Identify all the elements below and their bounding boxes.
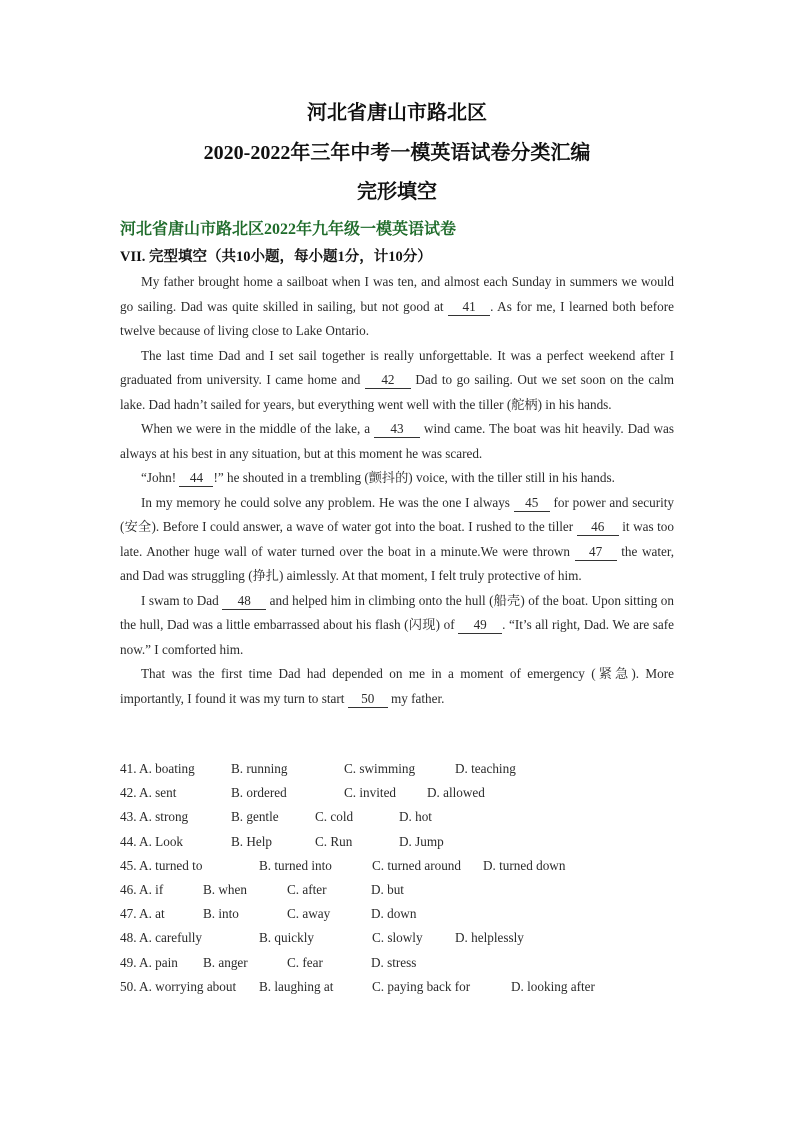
passage-paragraph xyxy=(120,344,674,418)
passage-text: I swam to Dad xyxy=(141,592,223,608)
option-c: C. away xyxy=(287,906,331,922)
answer-blank: 42 xyxy=(365,372,411,389)
option-d: D. Jump xyxy=(399,833,444,849)
option-c: C. swimming xyxy=(344,761,416,776)
passage-text: . As for me, I learned both before twelve because of living close to Lake Ontario. xyxy=(120,298,674,338)
option-b: B. gentle xyxy=(231,809,279,825)
option-row-45 xyxy=(120,854,680,878)
page-title-exam: 2020-2022年三年中考一模英语试卷分类汇编 xyxy=(203,142,591,164)
cloze-passage xyxy=(120,270,674,711)
option-a: 48. A. carefully xyxy=(120,930,203,946)
option-d: D. teaching xyxy=(455,761,516,776)
option-d: D. down xyxy=(371,906,417,922)
option-row-49 xyxy=(120,951,680,975)
page-title-region: 河北省唐山市路北区 xyxy=(307,102,487,124)
passage-paragraph xyxy=(120,491,674,589)
answer-blank: 46 xyxy=(577,519,619,536)
option-b: B. anger xyxy=(203,954,248,970)
option-a: 50. A. worrying about xyxy=(120,978,237,994)
option-c: C. fear xyxy=(287,954,323,970)
passage-paragraph xyxy=(120,662,674,711)
passage-text: for power and security (安全). Before I could answer, a wave of water got into the boat. I rushed to the tiller xyxy=(120,494,675,534)
passage-text: “John! xyxy=(141,470,180,485)
option-row-41 xyxy=(120,757,680,781)
option-a: 46. A. if xyxy=(120,881,164,897)
answer-blank: 48 xyxy=(222,593,266,610)
option-d: D. hot xyxy=(399,809,432,825)
answer-blank: 45 xyxy=(514,495,550,512)
passage-text: Dad to go sailing. Out we set soon on the calm lake. Dad hadn’t sailed for years, but everything went well with the tiller (舵柄) in his hands. xyxy=(120,372,674,412)
option-c: C. cold xyxy=(315,809,354,825)
option-a: 47. A. at xyxy=(120,906,165,922)
option-d: D. helplessly xyxy=(455,930,524,946)
passage-text: When we were in the middle of the lake, a xyxy=(141,421,374,436)
option-b: B. when xyxy=(203,881,247,897)
passage-paragraph xyxy=(120,270,674,344)
answer-blank: 44 xyxy=(179,470,213,487)
option-c: C. turned around xyxy=(372,857,461,873)
option-row-42 xyxy=(120,781,680,805)
option-b: B. ordered xyxy=(231,785,287,801)
option-row-43 xyxy=(120,805,680,829)
option-d: D. turned down xyxy=(483,857,566,873)
option-b: B. quickly xyxy=(259,930,314,946)
passage-text: !” he shouted in a trembling (颤抖的) voice, with the tiller still in his hands. xyxy=(213,470,615,485)
option-row-47 xyxy=(120,902,680,926)
option-d: D. looking after xyxy=(511,978,595,994)
option-c: C. slowly xyxy=(372,930,423,946)
option-a: 42. A. sent xyxy=(120,785,177,801)
section-heading: VII. 完型填空（共10小题，每小题1分，计10分） xyxy=(120,249,432,265)
passage-text: and helped him in climbing onto the hull (船壳) of the boat. Upon sitting on the hull, Dad was a little embarrassed about his flash (闪现) of xyxy=(120,592,674,632)
option-b: B. turned into xyxy=(259,857,332,873)
answer-blank: 43 xyxy=(374,421,420,438)
passage-text: In my memory he could solve any problem. He was the one I always xyxy=(141,494,514,510)
option-c: C. paying back for xyxy=(372,978,471,994)
option-row-44 xyxy=(120,830,680,854)
option-b: B. into xyxy=(203,906,239,922)
option-c: C. Run xyxy=(315,833,353,849)
passage-paragraph xyxy=(120,417,674,466)
option-c: C. after xyxy=(287,881,327,897)
option-a: 43. A. strong xyxy=(120,809,189,825)
passage-text: That was the first time Dad had depended on me in a moment of emergency (紧急). More importantly, I found it was my turn to start xyxy=(120,666,674,706)
answer-blank: 47 xyxy=(575,544,617,561)
passage-text: it was too late. Another huge wall of water turned over the boat in a minute.We were thrown xyxy=(120,519,674,559)
option-a: 49. A. pain xyxy=(120,954,178,970)
option-a: 45. A. turned to xyxy=(120,857,203,873)
option-row-50 xyxy=(120,975,680,999)
exam-subtitle: 河北省唐山市路北区2022年九年级一模英语试卷 xyxy=(120,221,457,238)
option-d: D. but xyxy=(371,881,404,897)
option-a: 44. A. Look xyxy=(120,833,184,849)
page-title-topic: 完形填空 xyxy=(357,181,437,203)
answer-blank: 49 xyxy=(458,617,502,634)
option-c: C. invited xyxy=(344,785,397,801)
option-row-48 xyxy=(120,926,680,950)
option-d: D. allowed xyxy=(427,785,485,801)
passage-text: The last time Dad and I set sail together is really unforgettable. It was a perfect weekend after I graduated from university. I came home and xyxy=(120,347,674,387)
passage-paragraph xyxy=(120,589,674,663)
option-b: B. laughing at xyxy=(259,978,334,994)
answer-options xyxy=(120,757,680,999)
passage-text: the water, and Dad was struggling (挣扎) aimlessly. At that moment, I felt truly protective of him. xyxy=(120,543,675,583)
answer-blank: 50 xyxy=(348,691,388,708)
option-b: B. running xyxy=(231,761,288,776)
passage-text: . “It’s all right, Dad. We are safe now.” I comforted him. xyxy=(120,617,674,657)
passage-text: My father brought home a sailboat when I was ten, and almost each Sunday in summers we would go sailing. Dad was quite skilled in sailing, but not good at xyxy=(120,274,674,314)
answer-blank: 41 xyxy=(448,299,490,316)
passage-text: my father. xyxy=(387,690,445,706)
option-row-46 xyxy=(120,878,680,902)
option-a: 41. A. boating xyxy=(120,761,195,776)
option-d: D. stress xyxy=(371,954,417,970)
option-b: B. Help xyxy=(231,833,273,849)
passage-text: wind came. The boat was hit heavily. Dad was always at his best in any situation, but at this moment he was scared. xyxy=(120,421,674,461)
passage-paragraph xyxy=(120,466,674,491)
